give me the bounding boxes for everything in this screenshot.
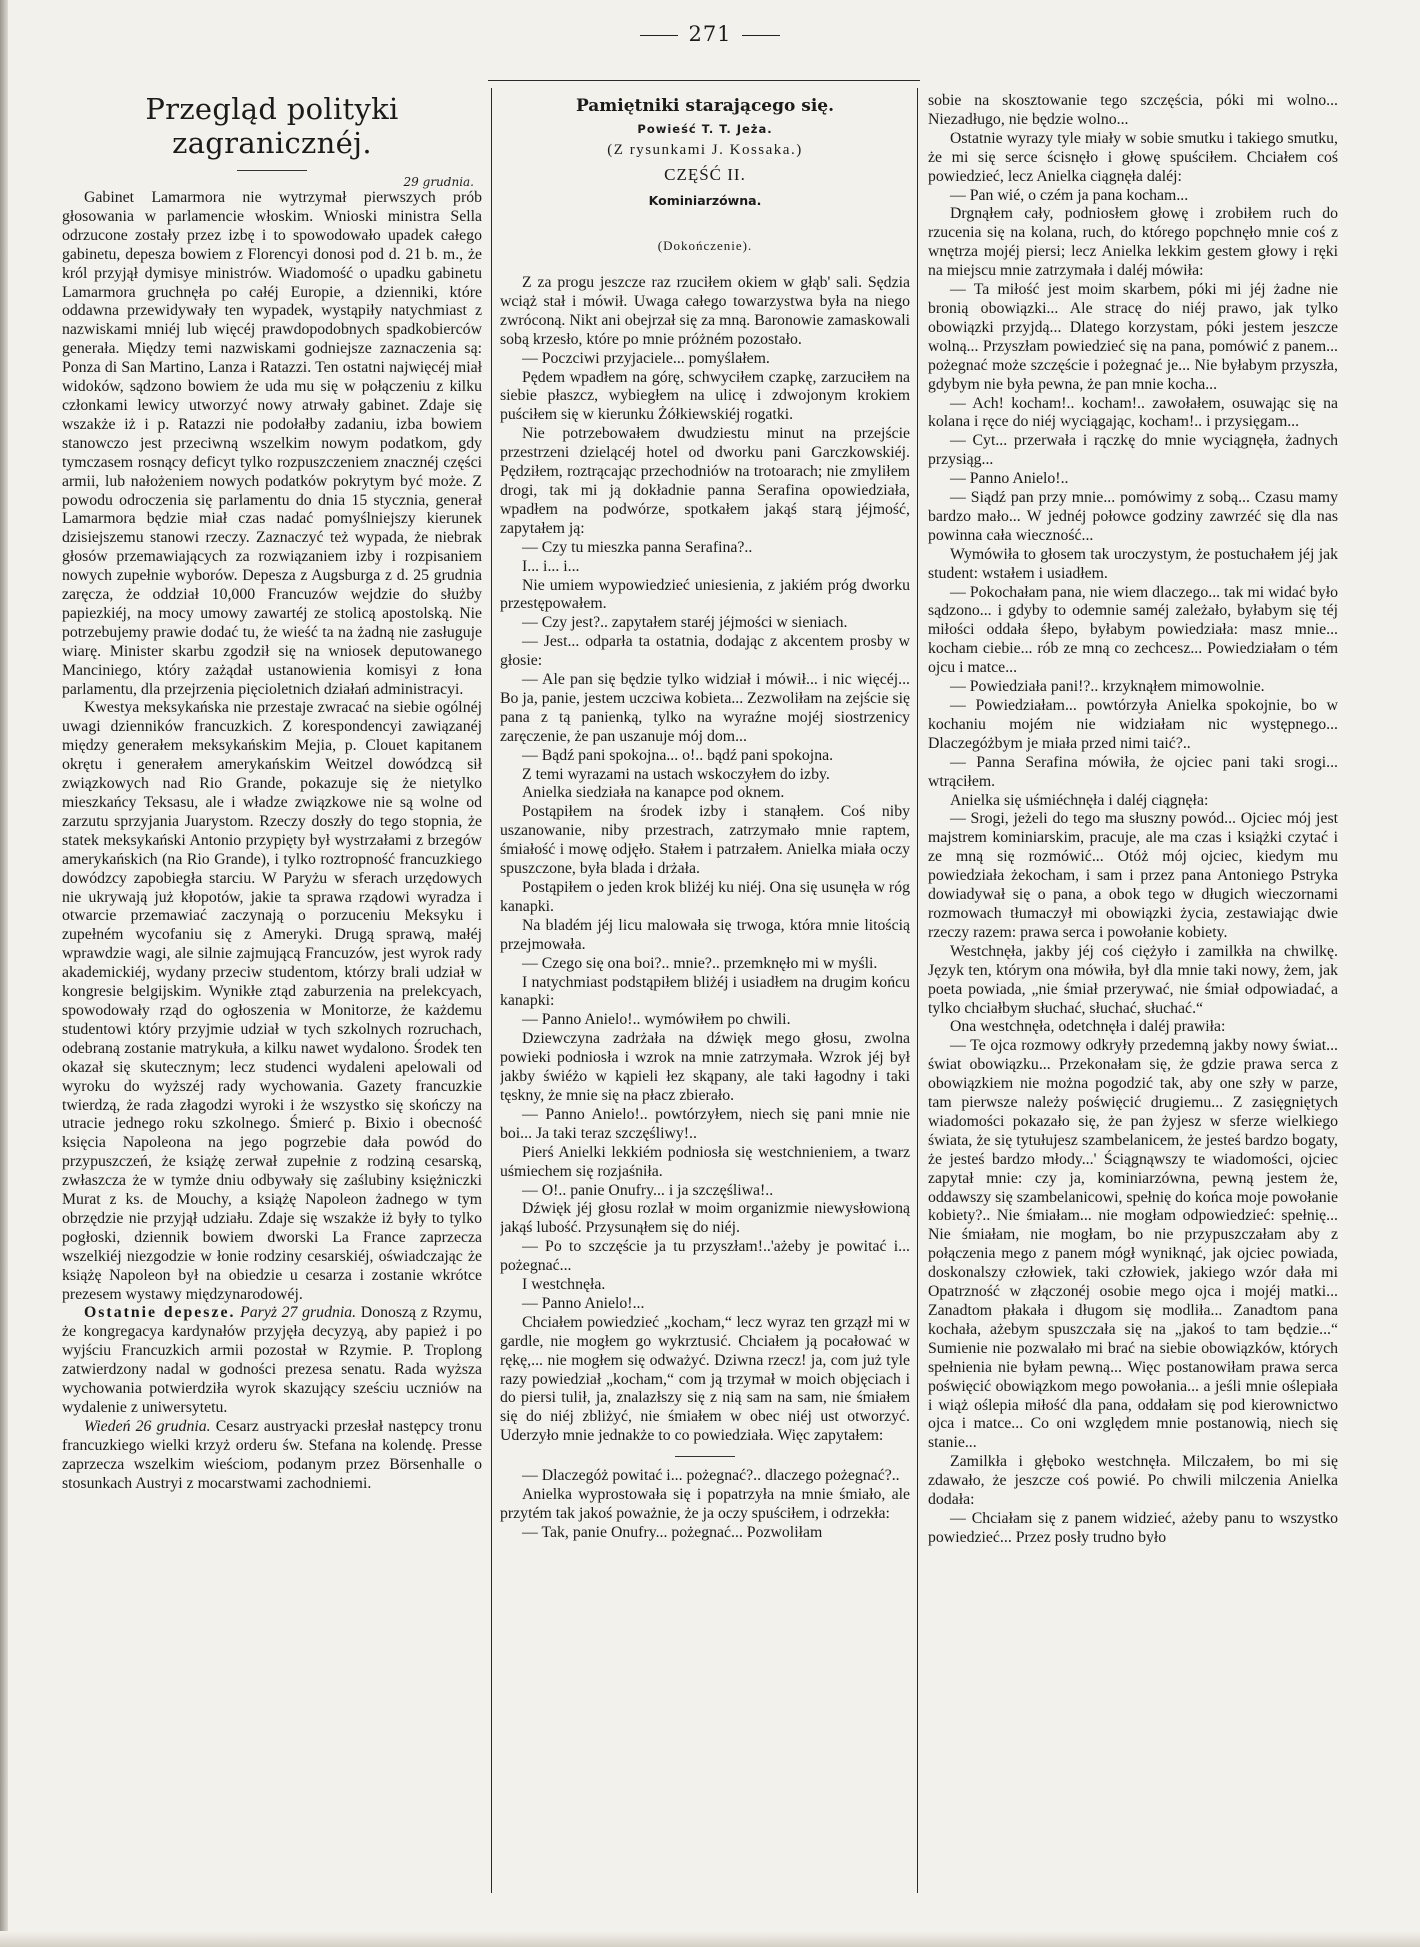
story-paragraph: I westchnęła.: [522, 1276, 606, 1294]
story-paragraph: Dziewczyna zadrżała na dźwięk mego głosu, zwolna powieki podniosła i wzrok na mnie zatrzymała. Wzrok jéj był jakby świéżo w kąpieli łez skąpany, ale taki łagodny i taki tęskny, że mnie się na płacz zbierało.: [500, 1030, 910, 1104]
dateline: 29 grudnia.: [403, 175, 474, 189]
dispatch-label: Ostatnie depesze.: [84, 1304, 236, 1322]
story-paragraph: Pędem wpadłem na górę, schwyciłem czapkę, zarzuciłem na siebie płaszcz, wybiegłem na ulicę i zdwojonym krokiem puściłem się w kierunku Żółkiewskiéj rogatki.: [500, 368, 910, 424]
story-paragraph: Westchnęła, jakby jéj coś ciężyło i zamilkła na chwilkę. Język ten, którym ona mówiła, był dla mnie taki nowy, żem, jak poeta powiada, „nie śmiał przerywać, nie śmiał odpowiadać, a tylko chciałbym słuchać, słuchać, słuchać.“: [928, 942, 1338, 1017]
story-paragraph: — Ach! kocham!.. kocham!.. zawołałem, osuwając się na kolana i ręce do niéj wyciągając, kocham!.. i przysięgam...: [928, 394, 1338, 431]
story-paragraph: — Powiedziała pani!?.. krzyknąłem mimowolnie.: [950, 678, 1265, 696]
story-paragraph: Ona westchnęła, odetchnęła i daléj prawiła:: [950, 1018, 1226, 1036]
story-paragraph: — Srogi, jeżeli do tego ma słuszny powód... Ojciec mój jest majstrem kominiarskim, pracuje, ale ma czas i książki czytać i ze mną się rozmówić... Otóż mój ojciec, kiedym mu powiedziała żekocham, i sam i przez pana Antoniego Pstryka dowiadywał się o pana, a obok tego w długich wieczornami rozmowach tłumaczył mi obowiązki życia, zestawiając dwie rzeczy razem: prawa serca i powołanie kobiety.: [928, 810, 1338, 941]
story-paragraph: — Ta miłość jest moim skarbem, póki mi jéj żadne nie bronią obowiązki... Ale stracę do niéj prawo, jak tylko obowiązki przyjdą... Dlatego korzystam, póki jestem jeszcze wolną... Przyszłam powiedzieć się na pana, pomówić z panem... pożegnać może szczęście i pożegnać je... Nie byłabym przyszła, gdybym nie była pewna, że pan mnie kocha...: [928, 281, 1338, 393]
story-header: [500, 96, 910, 254]
story-paragraph: Pierś Anielki lekkiém podniosła się westchnieniem, a twarz uśmiechem się rozjaśniła.: [500, 1143, 910, 1180]
story-continued: (Dokończenie).: [657, 238, 753, 253]
dispatch-text: Cesarz austryacki przesłał następcy tronu francuzkiego wielki krzyż orderu św. Stefana na kolendę. Presse zaprzecza wszelkim wieściom, podanym przez Börsenhalle o stosunkach Austryi z mocarstwami zachodniemi.: [62, 1417, 482, 1492]
story-paragraph: — Panno Anielo!.. wymówiłem po chwili.: [522, 1011, 791, 1029]
story-author: Powieść T. T. Jeża.: [637, 122, 773, 136]
story-paragraph: — Pokochałam pana, nie wiem dlaczego... tak mi widać było sądzono... i gdyby to odemnie saméj zależało, byłabym się téj miłości oddała śłepo, byłabym powiedziała: masz mnie... kocham ciebie... rób ze mną co zechcesz... Powiedziałam o tém ojcu i matce...: [928, 583, 1338, 677]
story-body: [928, 92, 1338, 1548]
title-rule: [237, 170, 307, 171]
story-paragraph: — Panno Anielo!...: [522, 1294, 645, 1312]
story-paragraph: Ostatnie wyrazy tyle miały w sobie smutku i takiego smutku, że mi się serce ścisnęło i głowę spuściłem. Chciałem coś powiedzieć, lecz Anielka ciągnęła daléj:: [928, 129, 1338, 185]
column-rule-1: [491, 88, 492, 1893]
dispatch-place: Paryż 27 grudnia.: [240, 1304, 357, 1322]
story-body: [500, 274, 910, 1543]
page-number: 271: [620, 22, 800, 46]
story-paragraph: Anielka wyprostowała się i popatrzyła na mnie śmiało, ale przytém tak jakoś poważnie, że ja oczy spuściłem, i odrzekła:: [500, 1486, 910, 1522]
page-bottom-shadow: [0, 1931, 1420, 1947]
story-paragraph: — Bądź pani spokojna... o!.. bądź pani spokojna.: [522, 746, 834, 764]
story-paragraph: — Pan wié, o czém ja pana kocham...: [950, 186, 1189, 204]
story-paragraph: Z temi wyrazami na ustach wskoczyłem do izby.: [522, 765, 830, 783]
section-title: Przegląd polityki zagranicznéj.: [145, 92, 399, 160]
story-paragraph: Postąpiłem na środek izby i stanąłem. Coś niby uszanowanie, niby przestrach, zatrzymało mnie raptem, śmiałość i mowę odjęło. Stałem i patrzałem. Anielka miała oczy spuszczone, była blada i drżała.: [500, 803, 910, 878]
story-paragraph: Nie umiem wypowiedzieć uniesienia, z jakiém próg dworku przestępowałem.: [500, 576, 910, 613]
story-paragraph: — Chciałam się z panem widzieć, ażeby panu to wszystko powiedzieć... Przez posły trudno było: [928, 1509, 1338, 1546]
story-paragraph: — Panno Anielo!.. powtórzyłem, niech się pani mnie nie boi... Ja taki teraz szczęśliwy!..: [500, 1105, 910, 1142]
story-paragraph: — Powiedziałam... powtórzyła Anielka spokojnie, bo w kochaniu mojém nie widziałam nic występnego... Dlaczegóżbym je miała przed nimi taić?..: [928, 697, 1338, 752]
column-rule-2: [917, 88, 918, 1893]
story-paragraph: — Dlaczegóż powitać i... pożegnać?.. dlaczego pożegnać?..: [522, 1467, 900, 1485]
article-paragraph: Kwestya meksykańska nie przestaje zwracać na siebie ogólnéj uwagi dzienników francuzkich. Z korespondencyi zawiązanéj między generałem meksykańskim Mejia, p. Clouet kapitanem okrętu i generałem amerykańskim Weitzel dowódzcą sił związkowych nad Rio Grande, pokazuje się że nietylko mieszkańcy Teksasu, ale i władze związkowe nie są wolne od zarzutu sprzyjania Juarystom. Rzeczy doszły do tego stopnia, że statek meksykański Antonio przypięty był wystrzałami z brzegów amerykańskich (na Rio Grande), i tylko roztropność francuzkiego dowódzcy zapobiegła starciu. W Paryżu w sferach urzędowych nie ukrywają już kłopotów, jakie ta sprawa rządowi wyradza i otwarcie przemawiać zaczynają o porzuceniu Meksyku i zupełném wycofaniu się z Ameryki. Drugą sprawą, małéj wprawdzie wagi, ale silnie zajmującą Francuzów, jest wyrok rady akademickiéj, wydany przeciw studentom, którzy brali udział w kongresie belgijskim. Wynikłe ztąd zaburzenia na prelekcyach, spowodowały rząd do ogłoszenia w Monitorze, że każdemu studentowi który przyjmie udział w tych szkolnych rozruchach, odebraną zostanie matrykuła, a kilku nawet wydalono. Środek ten okazał się skutecznym; lecz studenci wydaleni apelowali od wyroku do wyższéj rady wychowania. Gazety francuzkie twierdzą, że rada złagodzi wyroki i że wszystko się skończy na utracie jednego roku szkolnego. Śmierć p. Bixio i obecność księcia Napoleona na jego pogrzebie dała powód do przypuszczeń, że książę zerwał zupełnie z rodziną cesarską, zwłaszcza że w tymże dniu odbywały się zaślubiny księżniczki Murat z ks. de Mouchy, a książę Napoleon żadnego w tym obrzędzie nie przyjął udziału. Zdaje się wszakże iż były to tylko pogłoski, dziennik bowiem dworski La France zaprzecza wszelkiéj niezgodzie w łonie rodziny cesarskiéj, oświadczając że książę Napoleon był na obiedzie u cesarza i zostanie wkrótce prezesem wystawy międzynarodowéj.: [62, 699, 482, 1303]
novel-column: [500, 92, 910, 1932]
story-illustrations: (Z rysunkami J. Kossaka.): [607, 142, 803, 158]
story-paragraph: — Po to szczęście ja tu przyszłam!..'ażeby je powitać i... pożegnać...: [500, 1238, 910, 1275]
story-paragraph: Wymówiła to głosem tak uroczystym, że postuchałem jéj jak student: wstałem i usiadłem.: [928, 545, 1338, 582]
story-paragraph: Nie potrzebowałem dwudziestu minut na przejście przestrzeni dzielącéj hotel od dworku pani Garczkowskiéj. Pędziłem, roztrącając przechodniów na trotoarach; nie zmyliłem drogi, tak mi ją dokładnie panna Serafina opowiedziała, wpadłem na podwórze, spotkałem jakąś starą jéjmość, zapytałem ją:: [500, 425, 910, 537]
story-paragraph: Z za progu jeszcze raz rzuciłem okiem w głąb' sali. Sędzia wciąż stał i mówił. Uwaga całego towarzystwa była na niego zwróconą. Nikt ani obejrzał się za mną. Baronowie zamaskowali sobą krzesło, które po mnie próżném pozostało.: [500, 274, 910, 348]
dispatch-text: Donoszą z Rzymu, że kongregacya kardynałów przyjęła decyzyą, aby papież i po wyjściu Francuzkich armii pozostał w Rzymie. P. Troplong zatwierdzony nadal w godności prezesa senatu. Rada wyższa wychowania potwierdziła wyrok skazujący sześciu uczniów na wydalenie z uniwersytetu.: [62, 1304, 482, 1416]
story-title: Pamiętniki starającego się.: [575, 96, 835, 116]
story-paragraph: Anielka siedziała na kanapce pod oknem.: [522, 784, 785, 802]
story-paragraph: — Ale pan się będzie tylko widział i mówił... i nic więcéj... Bo ja, panie, jestem uczciwa kobieta... Zezwoliłam na zejście się pana z tą panienką, tylko na wyraźne mojéj siostrzenicy zaręczenie, że pan uszanuje mój dom...: [500, 671, 910, 745]
story-paragraph: — O!.. panie Onufry... i ja szczęśliwa!..: [522, 1181, 774, 1199]
story-paragraph: — Cyt... przerwała i rączkę do mnie wyciągnęła, żadnych przysiąg...: [928, 432, 1338, 469]
dispatch-paragraph-vienna: [62, 1418, 482, 1494]
story-paragraph: Na bladém jéj licu malowała się trwoga, która mnie litością przejmowała.: [500, 916, 910, 953]
story-paragraph: I natychmiast podstąpiłem bliżéj i usiadłem na drugim końcu kanapki:: [500, 973, 910, 1010]
article-paragraph: Gabinet Lamarmora nie wytrzymał pierwszych prób głosowania w parlamencie włoskim. Wnioski ministra Sella odrzucone zostały przez izbę i to spowodowało upadek całego gabinetu, depesza bowiem z Florencyi donosi pod d. 21 b. m., że król przyjął dymisye ministrów. Wiadomość o upadku gabinetu Lamarmora gruchnęła po całéj Europie, a dzienniki, które oddawna przewidywały ten wypadek, wystąpiły natychmiast z nazwiskami mniéj lub więcéj prawdopodobnych spadkobierców generała. Między temi nazwiskami godniejsze zaznaczenia są: Ponza di San Martino, Lanza i Ratazzi. Ten ostatni najwięcéj miał widoków, sądzono bowiem że uda mu się w połączeniu z kilku członkami lewicy utworzyć nowy atrwały gabinet. Zdaje się wszakże iż i p. Ratazzi nie podołałby zadaniu, izba bowiem stanowczo jest przeciwną wszelkim nowym podatkom, gdy tymczasem rosnący deficyt tylko rozpuszczeniem znacznéj części armii, lub nałożeniem nowych podatków pokrytym być może. Z powodu odroczenia się parlamentu do dnia 15 stycznia, generał Lamarmora będzie miał czas nadać pomyślniejszy kierunek dzisiejszemu stanowi rzeczy. Zaznaczyć też wypada, że niebrak głosów przemawiających za rozwiązaniem izby i rozpisaniem nowych zupełnie wyborów. Depesza z Augsburga z d. 25 grudnia zaręcza, że oddział 10,000 Francuzów wejdzie do służby papiezkiéj, na mocy umowy zawartéj ze stolicą apostolską. Nie potrzebujemy prawie dodać tu, że wieść ta na żadną nie zasługuje wiarę. Minister skarbu zgodził się na wniosek deputowanego Manciniego, który zażądał ustanowienia komisyi z łona parlamentu, dla przejrzenia pięcioletnich działań administracyi.: [62, 189, 482, 698]
story-paragraph: Chciałem powiedzieć „kocham,“ lecz wyraz ten grzązł mi w gardle, nie mogłem go wykrztusić. Chciałem ją pocałować w rękę,... nie mogłem się odważyć. Dziwna rzecz! ja, com już tyle razy powiedział „kocham,“ com ją trzymał w moich objęciach i do piersi tulił, ja, znalazłszy się z nią sam na sam, nie śmiałem się do niéj zbliżyć, nie śmiałem w obec niéj ust otworzyć. Uderzyło mnie jednakże to co powiedziała. Więc zapytałem:: [500, 1313, 910, 1445]
story-paragraph: I... i... i...: [522, 557, 580, 575]
story-paragraph: Zamilkła i głęboko westchnęła. Milczałem, bo mi się zdawało, że jeszcze coś powié. Po chwili milczenia Anielka dodała:: [928, 1453, 1338, 1509]
story-paragraph: — Jest... odparła ta ostatnia, dodając z akcentem prosby w głosie:: [500, 633, 910, 670]
story-part: CZĘŚĆ II.: [664, 165, 746, 184]
story-paragraph: — Czego się ona boi?.. mnie?.. przemknęło mi w myśli.: [522, 954, 878, 972]
page-edge-shadow: [0, 0, 8, 1947]
dispatch-place: Wiedeń 26 grudnia.: [84, 1417, 211, 1435]
section-divider: [675, 1456, 735, 1457]
story-paragraph: — Panno Anielo!..: [950, 470, 1069, 488]
header-rule: [488, 80, 920, 81]
dispatch-paragraph: [62, 1304, 482, 1417]
story-paragraph: Anielka się uśmiéchnęła i daléj ciągnęła:: [950, 791, 1209, 809]
story-paragraph: Dźwięk jéj głosu rozlał w moim organizmie niewysłowioną jakąś lubość. Przysunąłem się do niéj.: [500, 1200, 910, 1237]
politics-column: [62, 92, 482, 1932]
story-paragraph: — Czy jest?.. zapytałem staréj jéjmości w sieniach.: [522, 614, 848, 632]
story-paragraph: — Te ojca rozmowy odkryły przedemną jakby nowy świat... świat obowiązku... Przekonałam się, że gdzie prawa serca z obowiązkiem nie można pogodzić tak, aby one szły w parze, tam pierwsze należy poświęcić drugiemu... Z zasięgniętych wiadomości pokazało się, że pan żyjesz w sferze wielkiego świata, że się tytułujesz szambelanicem, że jesteś bardzo bogaty, że jesteś bardzo młody...' Ściągnąwszy te wiadomości, ojciec zapytał mnie: czy ja, kominiarzówna, pewną jestem że, oddawszy się szambelanicowi, spełnię do końca moje powołanie kobiety?.. Nie śmiałam... nie mogłam odpowiedzieć: spełnię... Nie śmiałam, nie mogłam, bo nie przypuszczałam aby z połączenia mego z panem mógł wyniknąć, jak ojciec powiada, doskonalszy człowiek, taki człowiek, jakiego wzór dała mi Opatrzność w złączonéj osobie mego ojca i mojéj matki... Zanadtom płakała i długom się modliła... Zanadtom pana kochała, ażebym spuszczała się na „jakoś to tam będzie...“ Sumienie nie pozwalało mi brać na siebie obowiązków, których spełnienia nie byłam pewną... Więc postanowiłam prawa serca poświęcić obowiązkom mego powołania... a jeśli mnie oślepiała i wiąż oślepia miłość dla pana, oddałam się pod kierownictwo ojca i matce... Co oni względem mnie postanowią, niech się stanie...: [928, 1037, 1338, 1452]
story-paragraph: — Tak, panie Onufry... pożegnać... Pozwoliłam: [522, 1523, 823, 1541]
story-paragraph: Postąpiłem o jeden krok bliżéj ku niéj. Ona się usunęła w róg kanapki.: [500, 879, 910, 915]
story-chapter: Kominiarzówna.: [648, 193, 762, 208]
story-paragraph: — Czy tu mieszka panna Serafina?..: [522, 538, 753, 556]
novel-column-continued: [928, 92, 1338, 1932]
story-paragraph: — Siądź pan przy mnie... pomówimy z sobą... Czasu mamy bardzo mało... W jednéj połowce godziny zawrzéć się dla nas powinna cała wieczność...: [928, 489, 1338, 544]
story-paragraph: Drgnąłem cały, podniosłem głowę i zrobiłem ruch do rzucenia się na kolana, ruch, do którego popchnęło mnie coś z wnętrza mojéj piersi; lecz Anielka lekkim gestem głowy i ręki na miejscu mnie zatrzymała i daléj mówiła:: [928, 205, 1338, 280]
story-paragraph: — Poczciwi przyjaciele... pomyślałem.: [522, 349, 770, 367]
story-paragraph: sobie na skosztowanie tego szczęścia, póki mi wolno... Niezadługo, nie będzie wolno...: [928, 92, 1338, 128]
story-paragraph: — Panna Serafina mówiła, że ojciec pani taki srogi... wtrąciłem.: [928, 753, 1338, 790]
